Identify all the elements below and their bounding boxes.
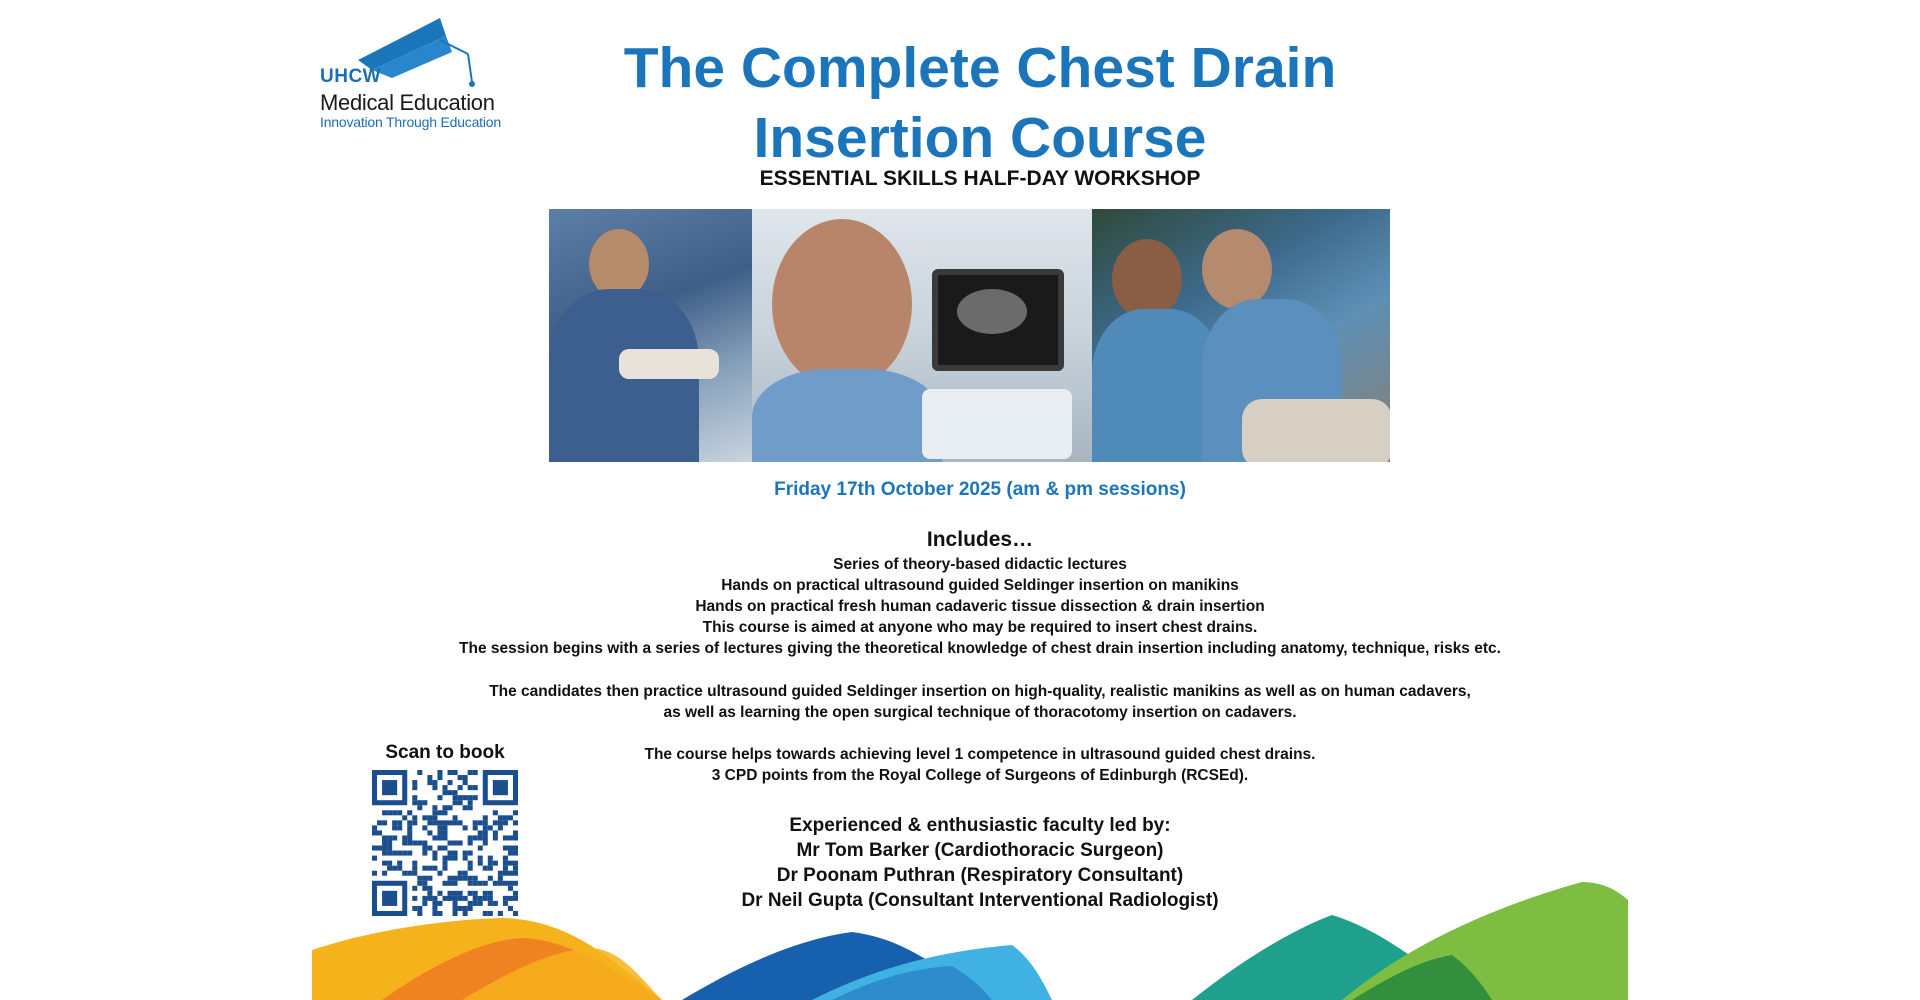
- logo-abbr: UHCW: [320, 66, 382, 87]
- description-line: The candidates then practice ultrasound guided Seldinger insertion on high-quality, realistic manikins as well as on human cadavers,: [489, 683, 1471, 700]
- logo-name: Medical Education: [320, 90, 495, 115]
- cadaver-training-photo: [1092, 209, 1390, 462]
- course-date: Friday 17th October 2025 (am & pm sessions): [774, 479, 1186, 500]
- description-line: The session begins with a series of lectures giving the theoretical knowledge of chest drain insertion including anatomy, technique, risks etc.: [459, 640, 1501, 657]
- description-line: This course is aimed at anyone who may be required to insert chest drains.: [702, 619, 1258, 636]
- include-item: Series of theory-based didactic lectures: [833, 556, 1127, 573]
- page-subtitle: ESSENTIAL SKILLS HALF-DAY WORKSHOP: [759, 167, 1201, 190]
- scan-to-book-label: Scan to book: [385, 742, 505, 763]
- faculty-member: Dr Poonam Puthran (Respiratory Consultant): [776, 865, 1184, 886]
- include-item: Hands on practical fresh human cadaveric tissue dissection & drain insertion: [695, 598, 1265, 615]
- description-line: 3 CPD points from the Royal College of Surgeons of Edinburgh (RCSEd).: [711, 767, 1249, 784]
- description-line: as well as learning the open surgical technique of thoracotomy insertion on cadavers.: [663, 704, 1297, 721]
- course-photo-strip: [549, 209, 1390, 462]
- faculty-member: Dr Neil Gupta (Consultant Interventional Radiologist): [741, 890, 1219, 911]
- description-line: The course helps towards achieving level 1 competence in ultrasound guided chest drains.: [644, 746, 1316, 763]
- includes-heading: Includes…: [926, 528, 1034, 551]
- include-item: Hands on practical ultrasound guided Seldinger insertion on manikins: [721, 577, 1239, 594]
- page-title-line1: The Complete Chest Drain: [623, 36, 1337, 100]
- ultrasound-photo: [752, 209, 1092, 462]
- faculty-heading: Experienced & enthusiastic faculty led by:: [789, 815, 1171, 836]
- faculty-member: Mr Tom Barker (Cardiothoracic Surgeon): [796, 840, 1164, 861]
- decorative-waves: [312, 870, 1628, 1000]
- surgeon-photo: [549, 209, 752, 462]
- page-title-line2: Insertion Course: [753, 106, 1207, 170]
- logo-tagline: Innovation Through Education: [320, 114, 501, 130]
- uhcw-logo: [318, 18, 528, 133]
